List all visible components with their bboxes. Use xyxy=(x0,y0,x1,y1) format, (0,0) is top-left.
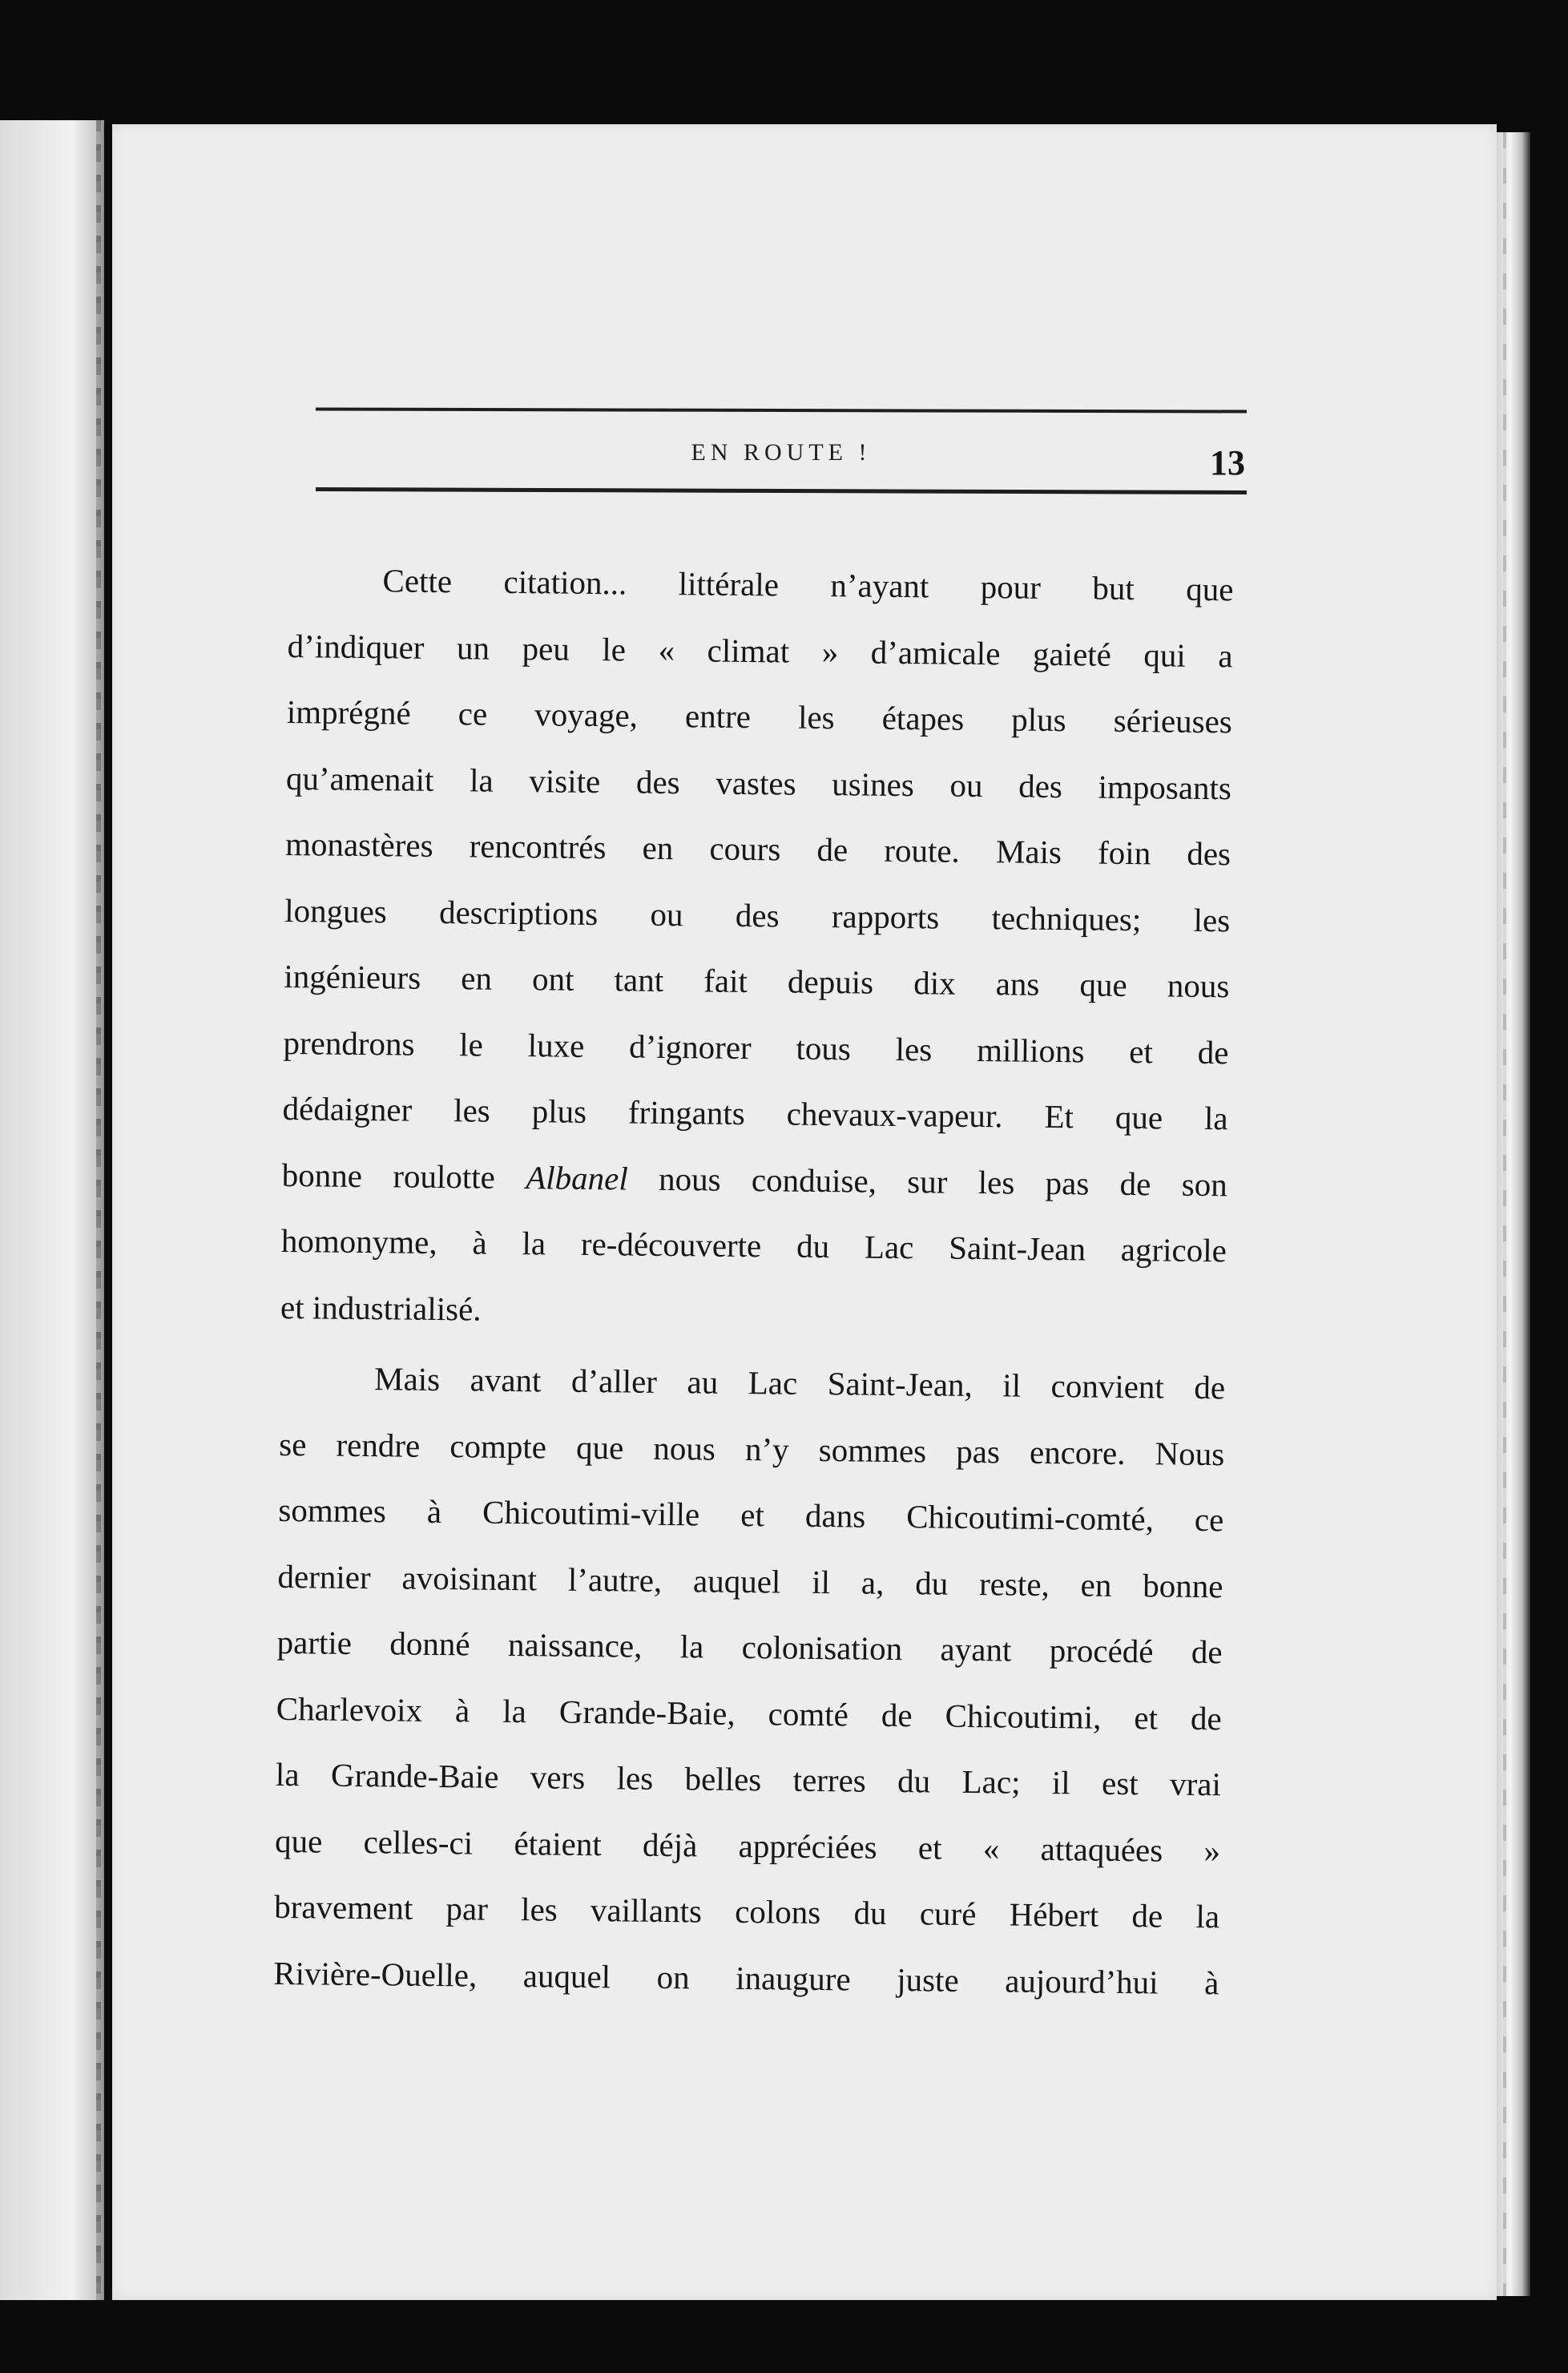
text-line: se rendre compte que nous n’y sommes pas encore. Nous xyxy=(279,1425,1225,1472)
page-number: 13 xyxy=(1210,443,1245,482)
text-line: imprégné ce voyage, entre les étapes plus sérieuses xyxy=(286,692,1233,741)
text-line: Cette citation... littérale n’ayant pour but que xyxy=(382,562,1234,608)
text-line: Rivière-Ouelle, auquel on inaugure juste aujourd’hui à xyxy=(273,1954,1219,2001)
italic-title: Albanel xyxy=(526,1158,629,1197)
text-segment: bonne roulotte xyxy=(281,1156,526,1196)
text-line: monastères rencontrés en cours de route. Mais foin des xyxy=(284,825,1231,873)
text-line: Mais avant d’aller au Lac Saint-Jean, il convient de xyxy=(373,1360,1226,1406)
paragraph-2 xyxy=(273,1345,1226,2016)
text-line: que celles-ci étaient déjà appréciées et « attaquées » xyxy=(274,1822,1221,1869)
text-line: prendrons le luxe d’ignorer tous les millions et de xyxy=(283,1023,1229,1071)
text-line: ingénieurs en ont tant fait depuis dix ans que nous xyxy=(284,957,1230,1005)
text-line: partie donné naissance, la colonisation ayant procédé de xyxy=(276,1623,1223,1671)
text-line: bravement par les vaillants colons du curé Hébert de la xyxy=(273,1887,1220,1935)
text-line: qu’amenait la visite des vastes usines ou des imposants xyxy=(285,759,1232,806)
text-line: sommes à Chicoutimi-ville et dans Chicoutimi-comté, ce xyxy=(278,1491,1224,1539)
text-line: Charlevoix à la Grande-Baie, comté de Chicoutimi, et de xyxy=(276,1689,1222,1737)
text-line: dédaigner les plus fringants chevaux-vapeur. Et que la xyxy=(282,1089,1228,1137)
text-line: homonyme, à la re-découverte du Lac Saint-Jean agricole xyxy=(280,1221,1227,1269)
text-line: d’indiquer un peu le « climat » d’amicale gaieté qui a xyxy=(287,627,1233,674)
page-stack-edge xyxy=(1497,132,1530,2296)
text-segment: nous conduise, sur les pas de son xyxy=(627,1159,1227,1203)
running-head: EN ROUTE ! xyxy=(691,439,872,466)
paragraph-1 xyxy=(280,547,1234,1350)
body-text xyxy=(273,547,1234,2016)
text-line xyxy=(281,1141,1227,1217)
text-line: la Grande-Baie vers les belles terres du Lac; il est vrai xyxy=(275,1755,1222,1803)
text-line: et industrialisé. xyxy=(280,1288,482,1328)
text-line: longues descriptions ou des rapports techniques; les xyxy=(284,891,1231,938)
previous-page-edge xyxy=(0,120,104,2300)
text-line: dernier avoisinant l’autre, auquel il a, du reste, en bonne xyxy=(277,1557,1223,1604)
